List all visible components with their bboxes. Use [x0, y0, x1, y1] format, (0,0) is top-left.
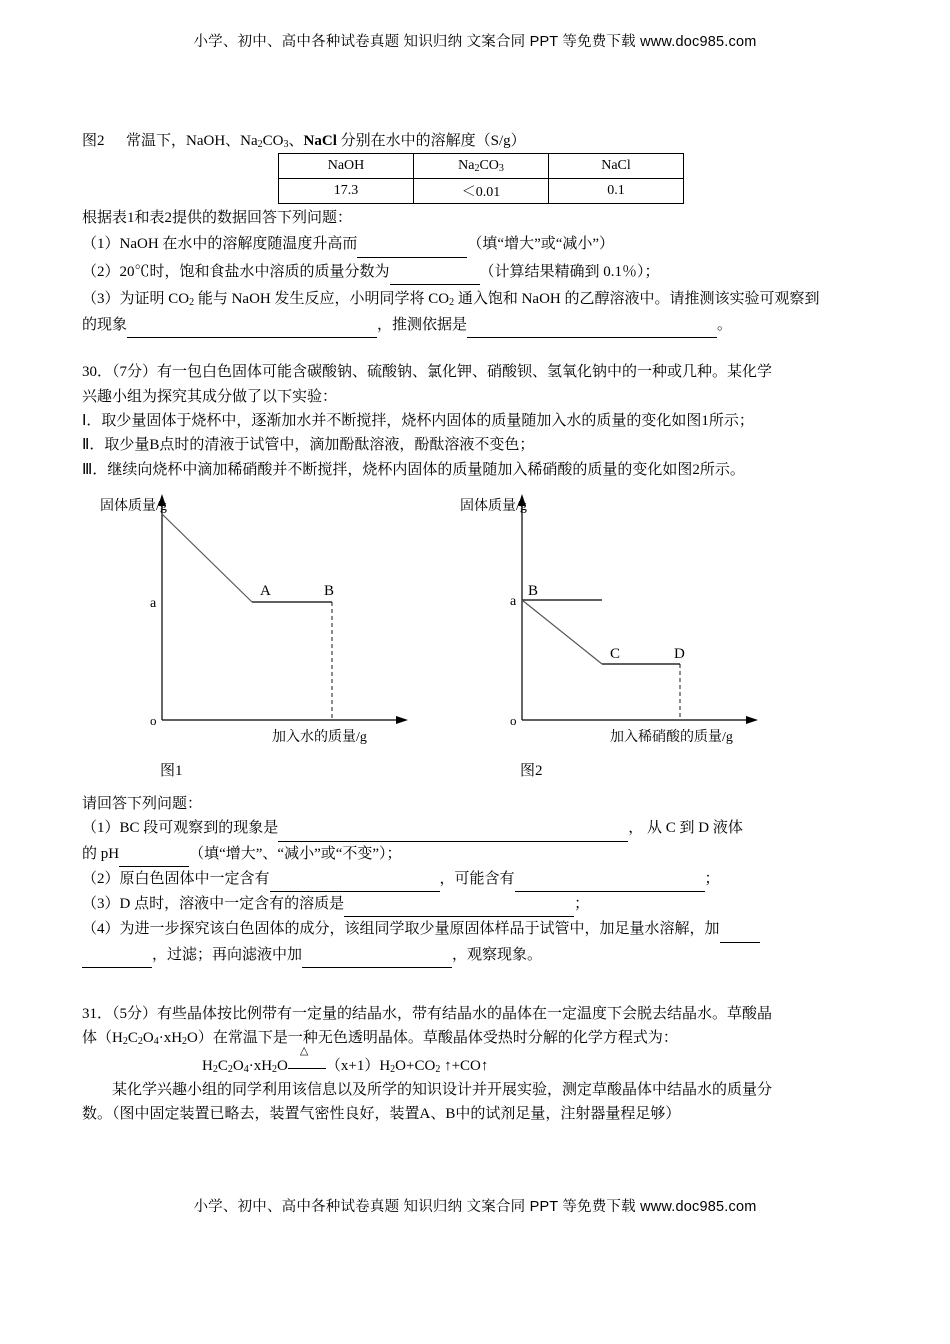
q30-a2-tail: （填“增大”、“减小”或“不变”）；: [189, 845, 402, 862]
q29-item-3b: [82, 313, 868, 338]
chart-1: [100, 494, 408, 779]
q30-a1: [82, 816, 868, 841]
q29-item-3b-mid: ，推测依据是: [377, 317, 468, 334]
chart1-point-B: B: [324, 582, 335, 599]
q31-p1: 某化学兴趣小组的同学利用该信息以及所学的知识设计并开展实验，测定草酸晶体中结晶水的质量分: [112, 1081, 773, 1098]
q30-blank-6a[interactable]: [720, 917, 760, 942]
table-cell-nacl-value: 0.1: [549, 179, 684, 204]
q30-a3: [82, 867, 868, 892]
table-cell-naoh-value: 17.3: [279, 179, 414, 204]
chart1-y-tick: a: [150, 595, 157, 611]
q30-exp3: Ⅲ．继续向烧杯中滴加稀硝酸并不断搅拌，烧杯内固体的质量随加入稀硝酸的质量的变化如图2所示。: [82, 461, 745, 478]
q29-blank-3[interactable]: [127, 313, 377, 338]
q29-item-3b-text: 的现象: [82, 317, 128, 334]
q30-a5-cont: [82, 943, 868, 968]
q30-answers: [82, 792, 868, 968]
q30-blank-3[interactable]: [270, 867, 440, 892]
chart2-point-C: C: [610, 645, 621, 662]
q29-lead: 根据表1和表2提供的数据回答下列问题：: [82, 210, 353, 226]
q31-p2: 数。（图中固定装置已略去，装置气密性良好，装置A、B中的试剂足量，注射器量程足够）: [82, 1106, 681, 1123]
chart2-caption: 图2: [520, 762, 543, 779]
chart2-point-D: D: [674, 645, 685, 662]
q31-stem2-text: 体$(H_2C_2O_4\cdot xH_2O)$在常温下是一种无色透明晶体。草酸晶体受热时分解的化学方程式为：: [82, 1030, 678, 1048]
q30-block: [82, 360, 868, 481]
figure2-caption-line: [82, 129, 868, 150]
q29-item-1-tail: （填“增大”或“减小”）: [467, 236, 615, 253]
q30-a4: [82, 892, 868, 917]
figure2-caption-text: 常温下，NaOH、$Na_2CO_3$、NaCl 分别在水中的溶解度（S/g）: [126, 133, 526, 150]
q30-ask: 请回答下列问题：: [82, 795, 203, 812]
q30-blank-4[interactable]: [515, 867, 705, 892]
q29-item-2-text: （2）20℃时，饱和食盐水中溶质的质量分数为: [82, 263, 390, 280]
q31-score: （5分）: [112, 1006, 158, 1023]
q31-stem1: 有些晶体按比例带有一定量的结晶水，带有结晶水的晶体在一定温度下会脱去结晶水。草酸晶: [157, 1006, 773, 1023]
q30-stem-line2: 兴趣小组为探究其成分做了以下实验：: [82, 388, 338, 405]
chart1-ylabel: 固体质量/g: [100, 498, 167, 514]
table-header-nacl: NaCl: [549, 154, 684, 179]
q30-a2-text: 的 pH: [82, 845, 120, 862]
q30-a4-tail: ；: [574, 896, 590, 913]
q31-stem-line2: [82, 1026, 868, 1050]
q30-a1-tail: ， 从 C 到 D 液体: [628, 820, 743, 837]
chart1-origin: o: [150, 712, 157, 728]
q29-blank-2[interactable]: [390, 260, 480, 285]
q29-item-3b-tail: 。: [717, 317, 733, 334]
solubility-table: [278, 153, 684, 204]
q30-a4-text: （3）D 点时，溶液中一定含有的溶质是: [82, 896, 345, 913]
q29-block: [82, 206, 868, 338]
q30-a3-tail: ；: [704, 870, 720, 887]
q30-blank-7[interactable]: [302, 943, 452, 968]
q30-exp2: Ⅱ．取少量B点时的清液于试管中，滴加酚酞溶液，酚酞溶液不变色；: [82, 437, 535, 454]
chart2-xlabel: 加入稀硝酸的质量/g: [610, 729, 733, 745]
figures-svg: [82, 492, 872, 792]
q30-a3-mid: ，可能含有: [439, 870, 515, 887]
q30-exp1: Ⅰ．取少量固体于烧杯中，逐渐加水并不断搅拌，烧杯内固体的质量随加入水的质量的变化如图1所示；: [82, 413, 754, 430]
q29-item-1-text: （1）NaOH 在水中的溶解度随温度升高而: [82, 236, 358, 253]
q30-a3-text: （2）原白色固体中一定含有: [82, 870, 270, 887]
chart2-y-tick: a: [510, 593, 517, 609]
q29-blank-4[interactable]: [467, 313, 717, 338]
q31-equation-left: $H_2C_2O_4\cdot xH_2O$: [202, 1057, 288, 1075]
chart2-point-B: B: [528, 582, 539, 599]
watermark-top: 小学、初中、高中各种试卷真题 知识归纳 文案合同 PPT 等免费下载 www.doc985.com: [193, 34, 757, 50]
table-header-na2co3: $Na_2CO_3$: [414, 154, 549, 179]
q30-a5: [82, 917, 868, 942]
q30-blank-5[interactable]: [344, 892, 574, 917]
q30-blank-1[interactable]: [278, 816, 628, 841]
figures-area: [82, 492, 868, 792]
q30-blank-6b[interactable]: [82, 943, 152, 968]
q31-stem-line1: [82, 1002, 868, 1026]
q30-number: 30．: [82, 364, 113, 381]
q30-a1-text: （1）BC 段可观察到的现象是: [82, 820, 279, 837]
q31-number: 31．: [82, 1006, 113, 1023]
q31-equation-right: $(x+1)H_2O+CO_2$ ↑+CO↑: [325, 1057, 489, 1075]
q29-item-1: [82, 232, 868, 257]
q31-equation-arrow: [288, 1044, 326, 1069]
table-row: [279, 179, 684, 204]
q30-a2: [82, 842, 868, 867]
q30-blank-2[interactable]: [119, 842, 189, 867]
table-header-naoh: NaOH: [279, 154, 414, 179]
chart2-origin: o: [510, 712, 517, 728]
q30-stem-line1: [82, 360, 868, 384]
q30-score: （7分）: [112, 364, 158, 381]
chart1-caption: 图1: [160, 762, 183, 779]
q31-equation: [202, 1044, 868, 1078]
table-cell-na2co3-value: ＜0.01: [414, 179, 549, 204]
chart1-point-A: A: [260, 582, 271, 599]
figure2-label: 图2: [82, 133, 105, 149]
q29-blank-1[interactable]: [357, 232, 467, 257]
q29-item-3-text: （3）为证明 $CO_2$ 能与 NaOH 发生反应，小明同学将 $CO_2$ 通入饱和 NaOH 的乙醇溶液中。请推测该实验可观察到: [82, 290, 820, 308]
q29-item-2: [82, 260, 868, 285]
watermark-bottom: 小学、初中、高中各种试卷真题 知识归纳 文案合同 PPT 等免费下载 www.doc985.com: [193, 1199, 757, 1215]
q30-a5-text: （4）为进一步探究该白色固体的成分，该组同学取少量原固体样品于试管中，加足量水溶解，加: [82, 921, 720, 938]
q29-item-3: [82, 287, 868, 311]
chart1-xlabel: 加入水的质量/g: [272, 729, 367, 745]
q31-block: [82, 1002, 868, 1126]
q30-a5-mid: ，过滤；再向滤液中加: [152, 946, 303, 963]
q29-item-2-tail: （计算结果精确到 0.1％）；: [479, 263, 660, 280]
triangle-icon: △: [299, 1044, 309, 1057]
chart-2: [460, 494, 758, 779]
chart2-ylabel: 固体质量/g: [460, 498, 527, 514]
table-header-row: [279, 154, 684, 179]
q30-a5-tail: ，观察现象。: [452, 946, 543, 963]
q30-stem1: 有一包白色固体可能含碳酸钠、硫酸钠、氯化钾、硝酸钡、氢氧化钠中的一种或几种。某化学: [157, 364, 773, 381]
